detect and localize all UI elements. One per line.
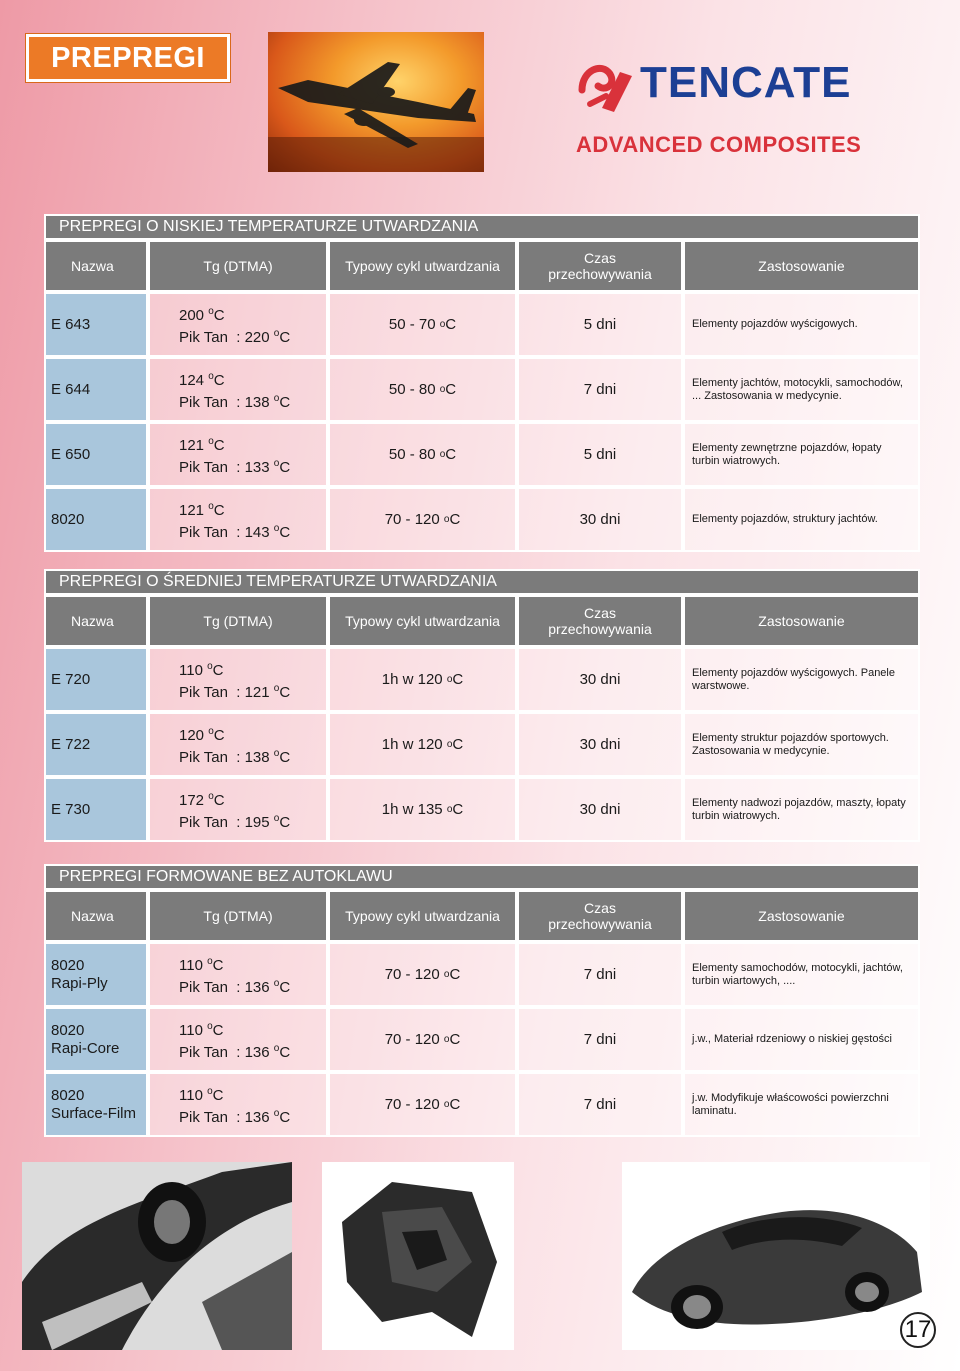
application: j.w. Modyfikuje właścowości powierzchni laminatu. (683, 1072, 920, 1137)
section-mid-temp (44, 569, 920, 842)
header-cycle: Typowy cykl utwardzania (328, 240, 517, 292)
header-storage: Czas przechowywania (517, 595, 683, 647)
tg-value: 172 $^o$C Pik Tan : 195 $^o$C (148, 777, 328, 842)
storage-time: 7 dni (517, 357, 683, 422)
header-storage: Czas przechowywania (517, 240, 683, 292)
tg-value: 110 $^o$C Pik Tan : 121 $^o$C (148, 647, 328, 712)
header-name: Nazwa (44, 595, 148, 647)
tg-value: 121 $^o$C Pik Tan : 143 $^o$C (148, 487, 328, 552)
table-row (44, 712, 920, 777)
section-title: PREPREGI FORMOWANE BEZ AUTOKLAWU (44, 864, 920, 890)
storage-time: 30 dni (517, 487, 683, 552)
cure-cycle: 70 - 120 o C (328, 1072, 517, 1137)
sports-car-image (622, 1162, 930, 1350)
logo-subtitle: ADVANCED COMPOSITES (576, 132, 862, 157)
table-header (44, 890, 920, 942)
table-row (44, 422, 920, 487)
product-name: E 720 (44, 647, 148, 712)
product-name: 8020 Rapi-Core (44, 1007, 148, 1072)
header-tg: Tg (DTMA) (148, 595, 328, 647)
tencate-logo (574, 52, 894, 162)
application: Elementy struktur pojazdów sportowych. Zastosowania w medycynie. (683, 712, 920, 777)
application: Elementy zewnętrzne pojazdów, łopaty turbin wiatrowych. (683, 422, 920, 487)
storage-time: 7 dni (517, 1007, 683, 1072)
product-name: 8020 Surface-Film (44, 1072, 148, 1137)
application: Elementy pojazdów wyścigowych. Panele warstwowe. (683, 647, 920, 712)
header-cycle: Typowy cykl utwardzania (328, 595, 517, 647)
header-use: Zastosowanie (683, 240, 920, 292)
cure-cycle: 70 - 120 o C (328, 1007, 517, 1072)
product-name: 8020 (44, 487, 148, 552)
storage-time: 30 dni (517, 712, 683, 777)
storage-time: 5 dni (517, 292, 683, 357)
header-tg: Tg (DTMA) (148, 240, 328, 292)
table-row (44, 1007, 920, 1072)
section-title: PREPREGI O ŚREDNIEJ TEMPERATURZE UTWARDZANIA (44, 569, 920, 595)
header-use: Zastosowanie (683, 595, 920, 647)
section-out-of-autoclave (44, 864, 920, 1137)
storage-time: 7 dni (517, 942, 683, 1007)
product-name: E 730 (44, 777, 148, 842)
logo-wordmark: TENCATE (640, 58, 852, 107)
tg-value: 124 $^o$C Pik Tan : 138 $^o$C (148, 357, 328, 422)
table-header (44, 240, 920, 292)
tg-value: 110 $^o$C Pik Tan : 136 $^o$C (148, 942, 328, 1007)
header-name: Nazwa (44, 240, 148, 292)
tg-value: 121 $^o$C Pik Tan : 133 $^o$C (148, 422, 328, 487)
application: Elementy pojazdów wyścigowych. (683, 292, 920, 357)
tg-value: 120 $^o$C Pik Tan : 138 $^o$C (148, 712, 328, 777)
table-row (44, 647, 920, 712)
race-car-photo (22, 1162, 292, 1350)
header-tg: Tg (DTMA) (148, 890, 328, 942)
storage-time: 30 dni (517, 647, 683, 712)
table-row (44, 292, 920, 357)
cure-cycle: 70 - 120 o C (328, 942, 517, 1007)
tg-value: 110 $^o$C Pik Tan : 136 $^o$C (148, 1072, 328, 1137)
storage-time: 5 dni (517, 422, 683, 487)
storage-time: 30 dni (517, 777, 683, 842)
page-title: PREPREGI (26, 34, 230, 82)
table-row (44, 777, 920, 842)
table-row (44, 1072, 920, 1137)
cure-cycle: 1h w 120 o C (328, 647, 517, 712)
section-low-temp (44, 214, 920, 552)
application: Elementy samochodów, motocykli, jachtów, turbin wiartowych, .... (683, 942, 920, 1007)
table-header (44, 595, 920, 647)
product-name: E 643 (44, 292, 148, 357)
product-name: E 722 (44, 712, 148, 777)
application: Elementy jachtów, motocykli, samochodów, ... Zastosowania w medycynie. (683, 357, 920, 422)
cure-cycle: 70 - 120 o C (328, 487, 517, 552)
race-car-image (22, 1162, 292, 1350)
page-number: 17 (900, 1312, 936, 1348)
tg-value: 110 $^o$C Pik Tan : 136 $^o$C (148, 1007, 328, 1072)
section-title: PREPREGI O NISKIEJ TEMPERATURZE UTWARDZANIA (44, 214, 920, 240)
cure-cycle: 50 - 80 o C (328, 357, 517, 422)
table-row (44, 487, 920, 552)
product-name: E 644 (44, 357, 148, 422)
cure-cycle: 50 - 80 o C (328, 422, 517, 487)
application: Elementy nadwozi pojazdów, maszty, łopaty turbin wiatrowych. (683, 777, 920, 842)
cure-cycle: 50 - 70 o C (328, 292, 517, 357)
airplane-image (268, 32, 484, 172)
airplane-photo (268, 32, 484, 172)
tencate-logo-icon (576, 56, 636, 116)
carbon-part-photo (322, 1162, 514, 1350)
header-cycle: Typowy cykl utwardzania (328, 890, 517, 942)
header-name: Nazwa (44, 890, 148, 942)
application: j.w., Materiał rdzeniowy o niskiej gęstości (683, 1007, 920, 1072)
header-use: Zastosowanie (683, 890, 920, 942)
cure-cycle: 1h w 120 o C (328, 712, 517, 777)
header-storage: Czas przechowywania (517, 890, 683, 942)
application: Elementy pojazdów, struktury jachtów. (683, 487, 920, 552)
sports-car-photo (622, 1162, 930, 1350)
table-row (44, 357, 920, 422)
carbon-part-image (322, 1162, 514, 1350)
cure-cycle: 1h w 135 o C (328, 777, 517, 842)
product-name: 8020 Rapi-Ply (44, 942, 148, 1007)
tg-value: 200 $^o$C Pik Tan : 220 $^o$C (148, 292, 328, 357)
product-name: E 650 (44, 422, 148, 487)
storage-time: 7 dni (517, 1072, 683, 1137)
table-row (44, 942, 920, 1007)
